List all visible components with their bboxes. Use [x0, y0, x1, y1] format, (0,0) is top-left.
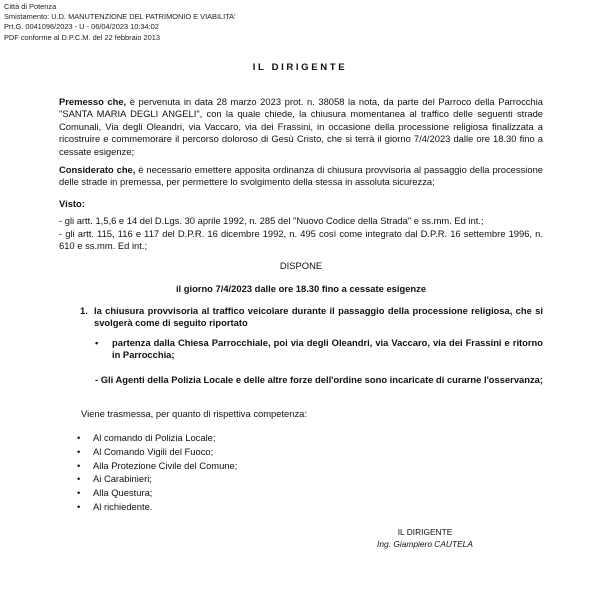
agents-paragraph: [95, 374, 543, 386]
document-header: [4, 2, 236, 43]
recipient-list: [77, 431, 237, 514]
premesso-paragraph: [59, 96, 543, 158]
list-item: [77, 445, 237, 459]
signature-block: [370, 526, 480, 550]
considerato-label: Considerato che,: [59, 164, 136, 175]
signature-title: IL DIRIGENTE: [397, 527, 453, 537]
recipient-text: Al comando di Polizia Locale;: [93, 432, 216, 443]
bullet-icon: •: [77, 500, 81, 512]
premesso-label: Premesso che,: [59, 96, 127, 107]
recipient-text: Ai Carabinieri;: [93, 473, 152, 485]
visto-line-2: [59, 228, 543, 253]
header-pdf-compliance: PDF conforme al D.P.C.M. del 22 febbraio 2013: [4, 32, 160, 42]
visto-section: [59, 198, 543, 210]
header-routing: Smistamento: U.D. MANUTENZIONE DEL PATRIMONIO E VIABILITA': [4, 12, 236, 22]
list-item: [77, 472, 237, 486]
visto-line-1: [59, 215, 543, 227]
bullet-icon: •: [77, 473, 81, 485]
route-bullet: [95, 337, 543, 362]
recipient-text: Al Comando Vigili del Fuoco;: [93, 445, 214, 457]
premesso-text: è pervenuta in data 28 marzo 2023 prot. n. 38058 la nota, da parte del Parroco della Parrocchia "SANTA MARIA DEGLI ANGELI", con la quale chiede, la chiusura momentanea al traffico delle seguenti strade Comunali, Via degli Oleandri, via Vaccaro, via dei Frassini, in occasione della processione religiosa finalizzata a ricostruire e commemorare il percorso doloroso di Gesù Cristo, che si terrà il giorno 7/4/2023 dalle ore 18.30 fino a cessate esigenze;: [59, 96, 544, 157]
route-text: partenza dalla Chiesa Parrocchiale, poi via degli Oleandri, via Vaccaro, via dei Frassini e ritorno in Parrocchia;: [112, 337, 543, 361]
recipient-text: Alla Questura;: [93, 487, 153, 499]
ordinance-item-1: [80, 305, 543, 330]
bullet-icon: •: [77, 432, 81, 443]
list-item: [77, 431, 237, 445]
trasmessa-text: Viene trasmessa, per quanto di rispettiva competenza:: [81, 408, 307, 419]
header-protocol: Prt.G. 0041096/2023 - U - 06/04/2023 10:34:02: [4, 22, 159, 32]
list-item: [77, 500, 237, 514]
list-item: [77, 486, 237, 500]
trasmessa-line: [81, 408, 565, 420]
item-number: 1.: [80, 305, 88, 316]
dispone-text: DISPONE: [279, 260, 323, 271]
bullet-icon: •: [77, 459, 81, 471]
visto-text-2: - gli artt. 115, 116 e 117 del D.P.R. 16 dicembre 1992, n. 495 così come integrato dal D.P.R. 16 settembre 1996, n. 610 e ss.mm. Ed int.;: [59, 228, 543, 252]
page-title: IL DIRIGENTE: [252, 62, 348, 73]
considerato-paragraph: [59, 164, 543, 189]
bullet-icon: •: [77, 487, 81, 499]
recipient-text: Alla Protezione Civile del Comune;: [93, 459, 238, 471]
item-text: la chiusura provvisoria al traffico veicolare durante il passaggio della processione religiosa, che si svolgerà come di seguito riportato: [94, 305, 543, 329]
visto-text-1: - gli artt. 1,5,6 e 14 del D.Lgs. 30 aprile 1992, n. 285 del "Nuovo Codice della Strada" e ss.mm. Ed int.;: [59, 215, 484, 226]
recipient-text: Al richiedente.: [93, 500, 153, 512]
agents-text: - Gli Agenti della Polizia Locale e delle altre forze dell'ordine sono incaricate di curarne l'osservanza;: [95, 374, 543, 385]
bullet-icon: •: [77, 445, 81, 457]
dispone-heading: [59, 260, 543, 272]
signature-name: Ing. Giampiero CAUTELA: [377, 539, 473, 549]
considerato-text: è necessario emettere apposita ordinanza di chiusura provvisoria al passaggio della processione delle strade in premessa, per permettere lo svolgimento della stessa in assoluta sicurezza;: [59, 164, 543, 188]
date-line: [59, 283, 543, 295]
list-item: [77, 459, 237, 473]
date-line-text: il giorno 7/4/2023 dalle ore 18.30 fino a cessate esigenze: [175, 283, 427, 294]
visto-label: Visto:: [59, 198, 85, 209]
bullet-icon: •: [95, 337, 99, 348]
header-city: Città di Potenza: [4, 2, 57, 11]
